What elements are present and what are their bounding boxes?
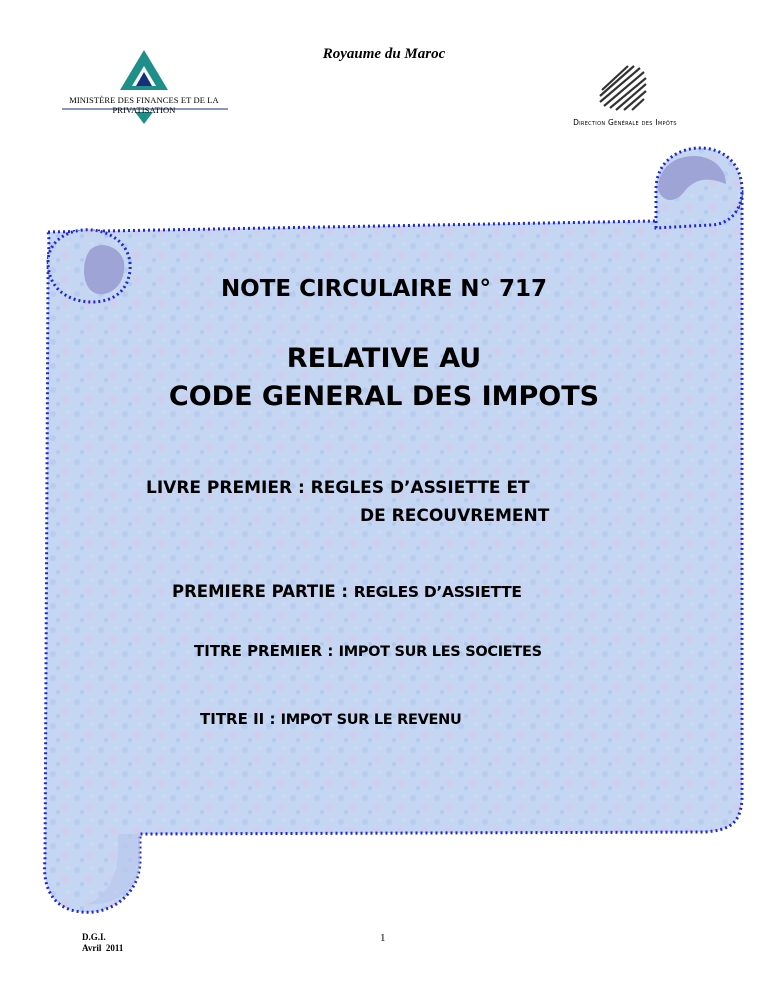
note-title: NOTE CIRCULAIRE N° 717 bbox=[220, 276, 548, 302]
titre2-label: TITRE II : bbox=[200, 710, 281, 728]
subject-line-1: RELATIVE AU bbox=[286, 343, 482, 374]
partie-label: PREMIERE PARTIE : bbox=[172, 582, 354, 601]
titre2-line bbox=[200, 710, 461, 728]
titre1-value: IMPOT SUR LES SOCIETES bbox=[338, 644, 542, 660]
footer-org bbox=[82, 932, 123, 954]
titre1-label: TITRE PREMIER : bbox=[194, 642, 339, 660]
partie-value: REGLES D’ASSIETTE bbox=[353, 583, 522, 601]
dgi-name: Direction Générale des Impôts bbox=[573, 118, 677, 127]
header-kingdom: Royaume du Maroc bbox=[322, 46, 446, 62]
footer-org-name: D.G.I. bbox=[82, 932, 106, 942]
ministry-name: MINISTÈRE DES FINANCES ET DE LA PRIVATISATION bbox=[69, 95, 219, 115]
subject-line-2: CODE GENERAL DES IMPOTS bbox=[168, 381, 600, 412]
titre2-value: IMPOT SUR LE REVENU bbox=[280, 712, 462, 728]
livre-line-2: DE RECOUVREMENT bbox=[360, 506, 550, 526]
titre1-line bbox=[194, 642, 542, 660]
livre-line-1: LIVRE PREMIER : REGLES D’ASSIETTE ET bbox=[146, 478, 530, 498]
partie-line bbox=[172, 582, 522, 601]
page-number: 1 bbox=[380, 932, 386, 944]
footer-date: Avril 2011 bbox=[82, 943, 124, 953]
subject-title bbox=[0, 340, 768, 416]
